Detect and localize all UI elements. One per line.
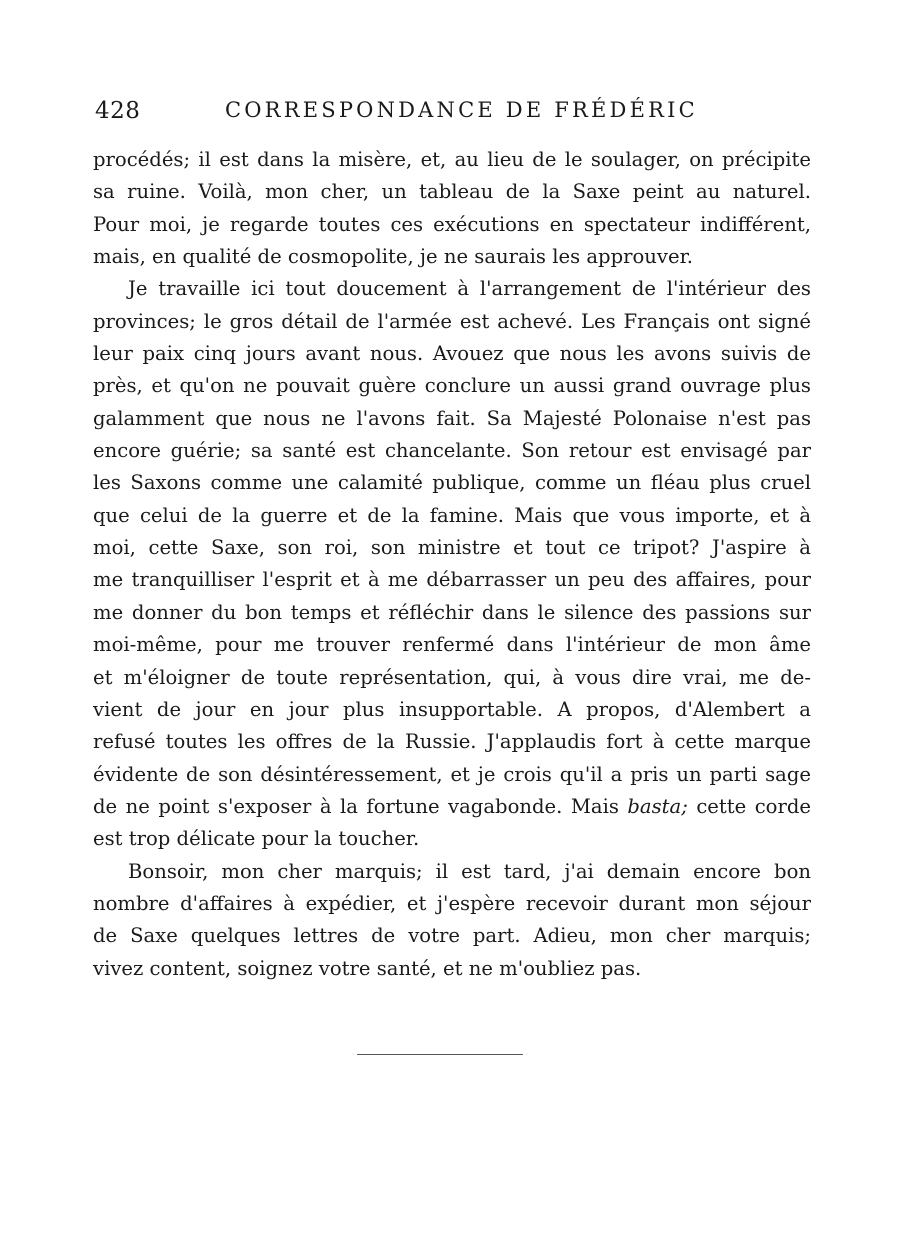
running-title: CORRESPONDANCE DE FRÉDÉRIC: [225, 98, 698, 122]
page-number: 428: [95, 98, 141, 124]
text-line: Je travaille ici tout doucement à l'arrangement de l'intérieur des: [128, 277, 811, 301]
text-line: près, et qu'on ne pouvait guère conclure un aussi grand ouvrage plus: [93, 374, 811, 398]
text-line: nombre d'affaires à expédier, et j'espère recevoir durant mon séjour: [93, 891, 811, 915]
body-text: [93, 144, 811, 985]
text-line: moi-même, pour me trouver renfermé dans l'intérieur de mon âme: [93, 633, 811, 657]
text-line: leur paix cinq jours avant nous. Avouez que nous les avons suivis de: [93, 342, 811, 366]
text-line: Pour moi, je regarde toutes ces exécutions en spectateur indifférent,: [93, 212, 811, 236]
text-line: vivez content, soignez votre santé, et ne m'oubliez pas.: [93, 956, 642, 980]
text-line: mais, en qualité de cosmopolite, je ne saurais les approuver.: [93, 245, 694, 269]
text-line: que celui de la guerre et de la famine. Mais que vous importe, et à: [93, 503, 811, 527]
paragraph-2: [93, 273, 811, 855]
text-line: Bonsoir, mon cher marquis; il est tard, j'ai demain encore bon: [128, 859, 811, 883]
text-line: et m'éloigner de toute représentation, qui, à vous dire vrai, me de-: [93, 665, 811, 689]
text-line: me tranquilliser l'esprit et à me débarrasser un peu des affaires, pour: [93, 568, 811, 592]
text-segment: cette corde: [687, 794, 811, 818]
text-line: évidente de son désintéressement, et je crois qu'il a pris un parti sage: [93, 762, 811, 786]
running-head: [95, 98, 795, 134]
text-line: refusé toutes les offres de la Russie. J'applaudis fort à cette marque: [93, 730, 811, 754]
text-line: provinces; le gros détail de l'armée est achevé. Les Français ont signé: [93, 309, 811, 333]
text-line-with-italic: [93, 791, 811, 823]
text-line: vient de jour en jour plus insupportable. A propos, d'Alembert a: [93, 697, 811, 721]
text-line: moi, cette Saxe, son roi, son ministre et tout ce tripot? J'aspire à: [93, 536, 811, 560]
paragraph-1: [93, 144, 811, 273]
text-line: de Saxe quelques lettres de votre part. Adieu, mon cher marquis;: [93, 924, 811, 948]
text-segment: de ne point s'exposer à la fortune vagabonde. Mais: [93, 794, 628, 818]
text-line: les Saxons comme une calamité publique, comme un fléau plus cruel: [93, 471, 811, 495]
text-line: encore guérie; sa santé est chancelante. Son retour est envisagé par: [93, 439, 811, 463]
text-line: est trop délicate pour la toucher.: [93, 827, 420, 851]
text-line: galamment que nous ne l'avons fait. Sa Majesté Polonaise n'est pas: [93, 406, 811, 430]
end-rule: [357, 1054, 523, 1055]
text-line: procédés; il est dans la misère, et, au lieu de le soulager, on précipite: [93, 148, 811, 171]
text-line: me donner du bon temps et réfléchir dans le silence des passions sur: [93, 600, 811, 624]
text-line: sa ruine. Voilà, mon cher, un tableau de la Saxe peint au naturel.: [93, 180, 811, 204]
italic-word: basta;: [627, 794, 688, 818]
paragraph-3: [93, 856, 811, 985]
